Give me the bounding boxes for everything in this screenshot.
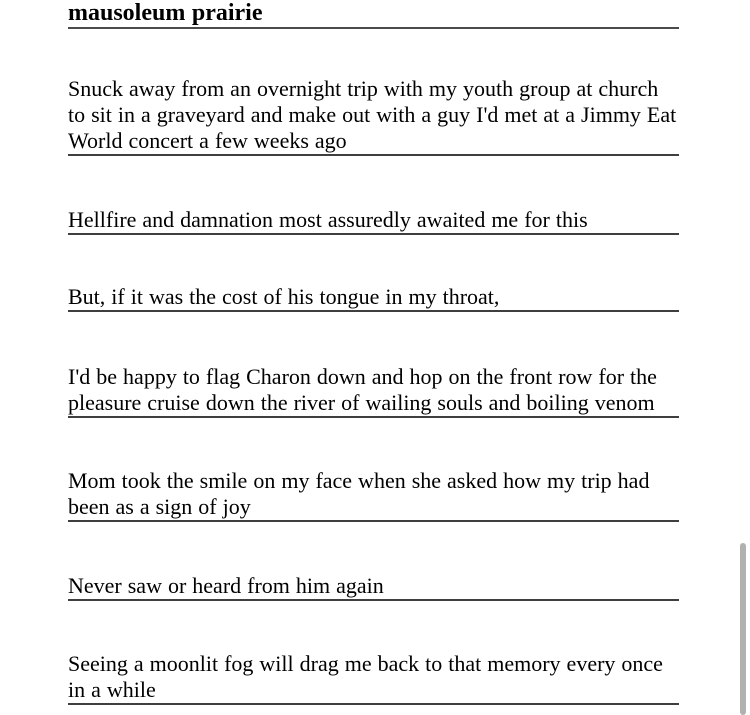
lyric-line-field-7[interactable]: Seeing a moonlit fog will drag me back to that memory every once in a while xyxy=(68,651,679,705)
lyric-line-field-4[interactable]: I'd be happy to flag Charon down and hop on the front row for the pleasure cruise down the river of wailing souls and boiling venom xyxy=(68,364,679,418)
scrollbar-track xyxy=(736,0,750,707)
scrollbar-thumb[interactable] xyxy=(740,543,746,715)
lyric-line-field-5[interactable]: Mom took the smile on my face when she asked how my trip had been as a sign of joy xyxy=(68,468,679,522)
lyric-line-field-3[interactable]: But, if it was the cost of his tongue in my throat, xyxy=(68,284,679,312)
title-field[interactable]: mausoleum prairie xyxy=(68,0,679,29)
lyrics-document xyxy=(68,0,679,705)
lyric-line-field-2[interactable]: Hellfire and damnation most assuredly awaited me for this xyxy=(68,207,679,235)
lyric-line-field-1[interactable]: Snuck away from an overnight trip with my youth group at church to sit in a graveyard and make out with a guy I'd met at a Jimmy Eat World concert a few weeks ago xyxy=(68,76,679,156)
lyric-line-field-6[interactable]: Never saw or heard from him again xyxy=(68,573,679,601)
